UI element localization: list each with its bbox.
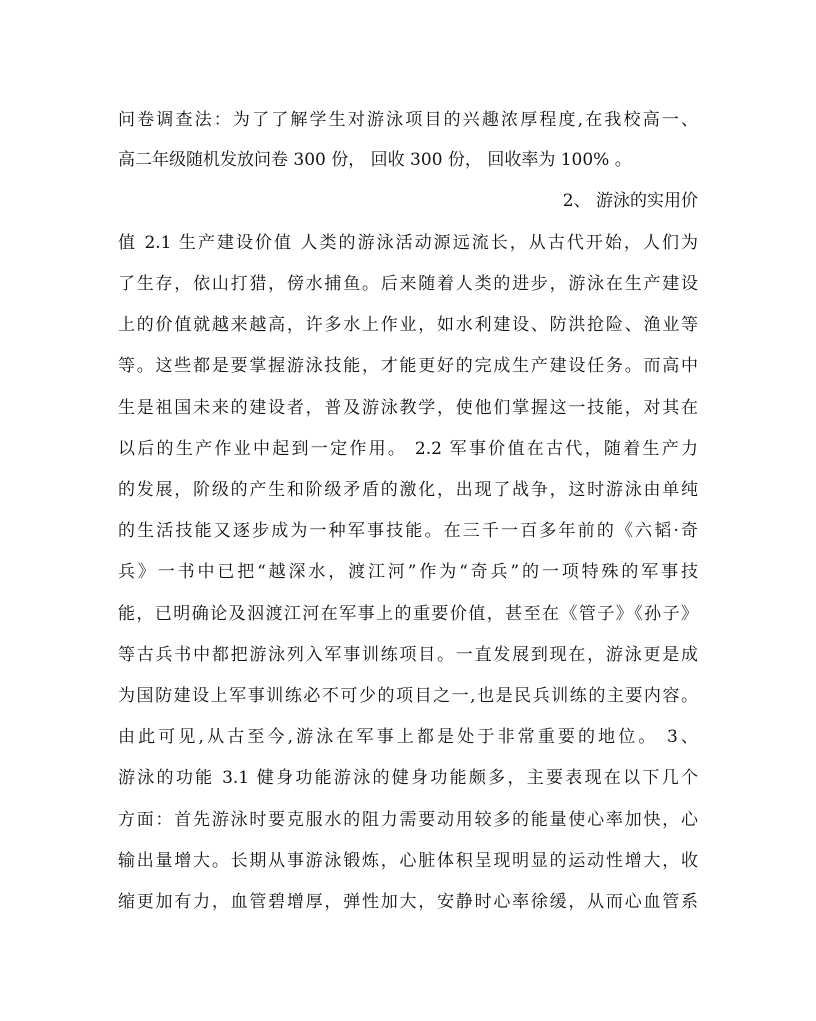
text-line: 值 2.1 生产建设价值 人类的游泳活动源远流长，从古代开始，人们为 [118,233,698,253]
text-line: 上的价值就越来越高，许多水上作业，如水利建设、防洪抢险、渔业等 [118,315,698,335]
text-line: 能，已明确论及泅渡江河在军事上的重要价值，甚至在《管子》《孙子》 [118,604,698,624]
text-line: 生是祖国未来的建设者，普及游泳教学，使他们掌握这一技能，对其在 [118,398,698,418]
text-line: 了生存，依山打猎，傍水捕鱼。后来随着人类的进步，游泳在生产建设 [118,274,698,294]
text-line: 输出量增大。长期从事游泳锻炼，心脏体积呈现明显的运动性增大，收 [118,851,698,871]
text-line: 由此可见,从古至今,游泳在军事上都是处于非常重要的地位。 3、 [118,727,698,747]
text-line: 以后的生产作业中起到一定作用。 2.2 军事价值在古代，随着生产力 [118,439,698,459]
text-line: 为国防建设上军事训练必不可少的项目之一,也是民兵训练的主要内容。 [118,686,698,706]
text-line: 方面：首先游泳时要克服水的阻力需要动用较多的能量使心率加快，心 [118,810,698,830]
text-line: 游泳的功能 3.1 健身功能游泳的健身功能颇多，主要表现在以下几个 [118,768,698,788]
text-line: 2、 游泳的实用价 [562,191,698,211]
text-line: 缩更加有力，血管碧增厚，弹性加大，安静时心率徐缓，从而心血管系 [118,892,698,912]
text-line: 的发展，阶级的产生和阶级矛盾的激化，出现了战争，这时游泳由单纯 [118,480,698,500]
text-line: 兵》一书中已把“越深水，渡江河”作为“奇兵”的一项特殊的军事技 [118,562,698,582]
text-line: 等古兵书中都把游泳列入军事训练项目。一直发展到现在，游泳更是成 [118,645,698,665]
text-line: 问卷调查法：为了了解学生对游泳项目的兴趣浓厚程度,在我校高一、 [118,110,698,130]
text-line: 等。这些都是要掌握游泳技能，才能更好的完成生产建设任务。而高中 [118,356,698,376]
text-line: 高二年级随机发放问卷 300 份， 回收 300 份， 回收率为 100% 。 [118,150,632,170]
text-line: 的生活技能又逐步成为一种军事技能。在三千一百多年前的《六韬·奇 [118,521,698,541]
